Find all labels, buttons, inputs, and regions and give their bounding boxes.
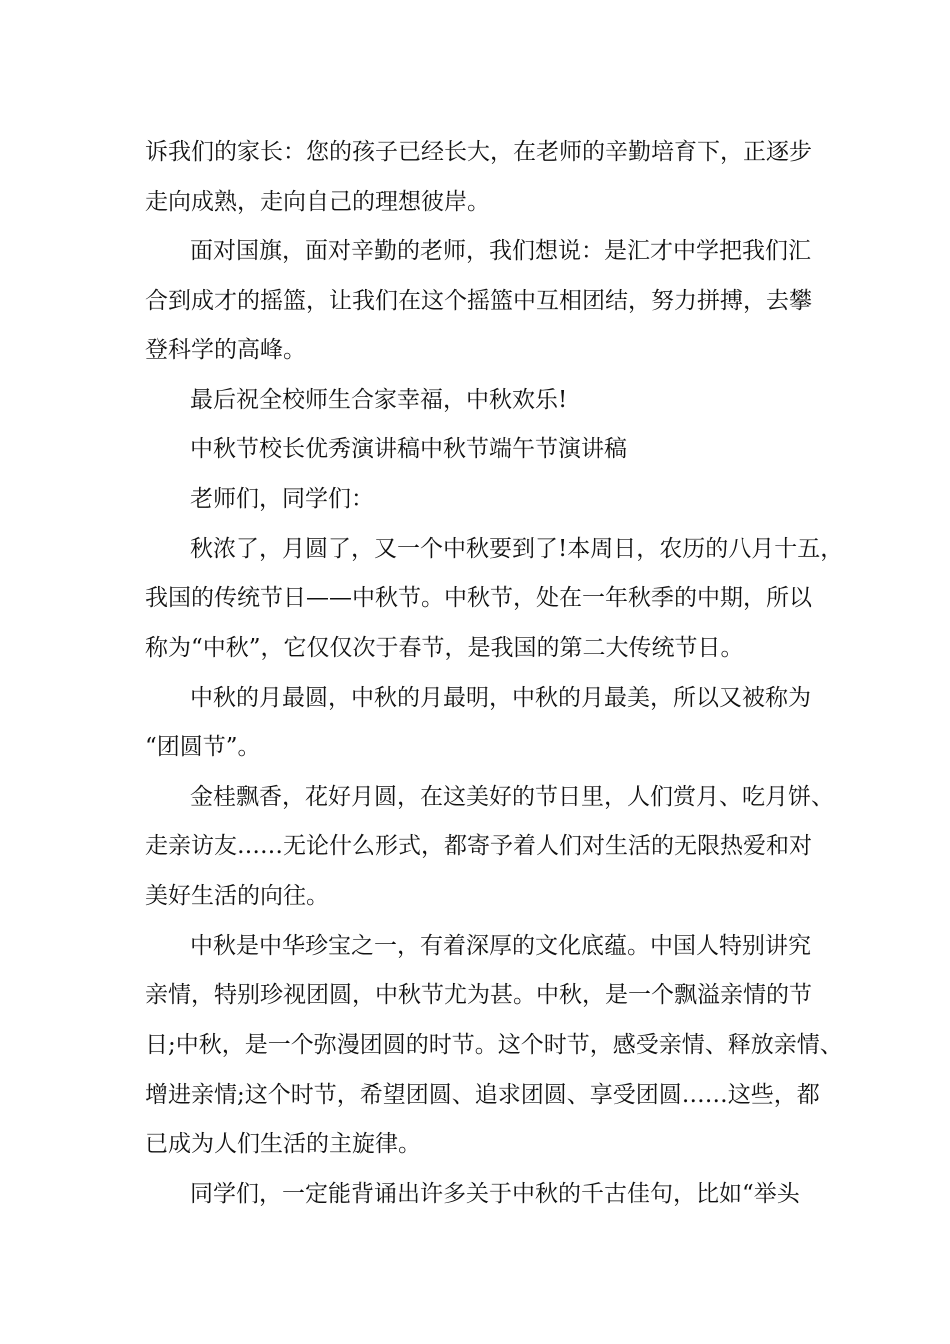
text-line: 秋浓了，月圆了，又一个中秋要到了!本周日，农历的八月十五，: [190, 536, 844, 562]
text-line: 走亲访友……无论什么形式，都寄予着人们对生活的无限热爱和对: [145, 833, 812, 859]
salutation: 老师们，同学们：: [190, 486, 374, 512]
text-line: 我国的传统节日——中秋节。中秋节，处在一年秋季的中期，所以: [145, 585, 812, 611]
text-line: 最后祝全校师生合家幸福，中秋欢乐!: [190, 387, 568, 413]
text-line: 中秋的月最圆，中秋的月最明，中秋的月最美，所以又被称为: [190, 685, 811, 711]
text-line: 诉我们的家长：您的孩子已经长大，在老师的辛勤培育下，正逐步: [145, 139, 812, 165]
text-line: 亲情，特别珍视团圆，中秋节尤为甚。中秋，是一个飘溢亲情的节: [145, 982, 812, 1008]
text-line: 登科学的高峰。: [145, 337, 306, 363]
text-line: 合到成才的摇篮，让我们在这个摇篮中互相团结，努力拼搏，去攀: [145, 288, 812, 314]
text-line: 同学们，一定能背诵出许多关于中秋的千古佳句，比如“举头: [190, 1181, 800, 1207]
text-line: 称为“中秋”，它仅仅次于春节，是我国的第二大传统节日。: [145, 635, 744, 661]
section-heading: 中秋节校长优秀演讲稿中秋节端午节演讲稿: [190, 436, 627, 462]
text-line: 日;中秋，是一个弥漫团圆的时节。这个时节，感受亲情、释放亲情、: [145, 1032, 843, 1058]
text-line: 中秋是中华珍宝之一，有着深厚的文化底蕴。中国人特别讲究: [190, 933, 811, 959]
text-line: 美好生活的向往。: [145, 883, 329, 909]
text-line: 走向成熟，走向自己的理想彼岸。: [145, 189, 490, 215]
text-line: 已成为人们生活的主旋律。: [145, 1131, 421, 1157]
text-line: 金桂飘香，花好月圆，在这美好的节日里，人们赏月、吃月饼、: [190, 784, 834, 810]
text-line: 面对国旗，面对辛勤的老师，我们想说：是汇才中学把我们汇: [190, 238, 811, 264]
text-line: 增进亲情;这个时节，希望团圆、追求团圆、享受团圆……这些，都: [145, 1082, 820, 1108]
text-line: “团圆节”。: [145, 734, 261, 760]
